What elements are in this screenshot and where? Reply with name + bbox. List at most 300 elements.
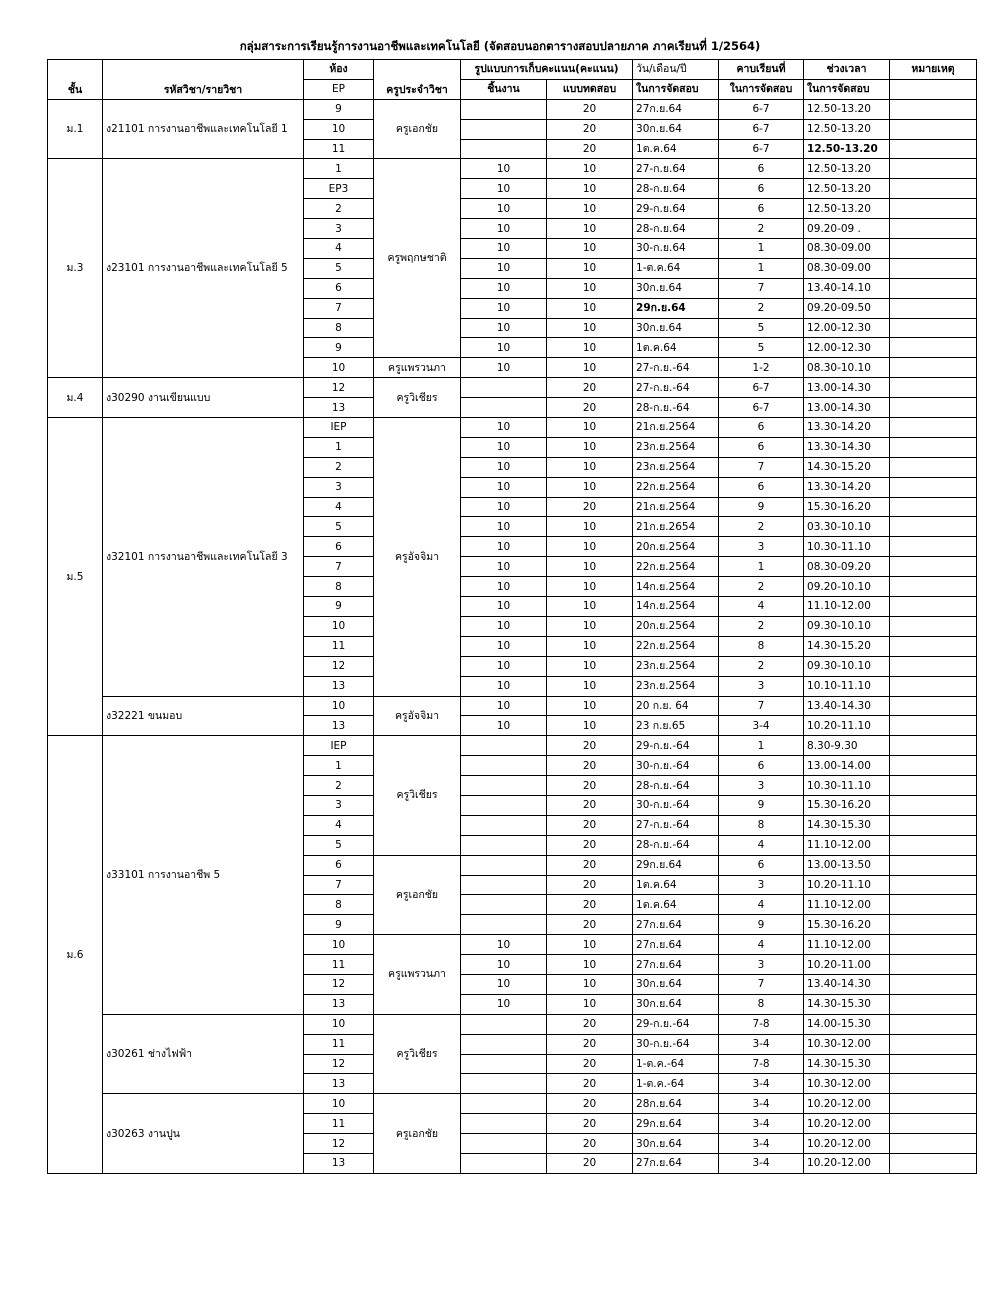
subject-cell: ง30261 ช่างไฟฟ้า xyxy=(103,1014,304,1094)
subject-cell: ง33101 การงานอาชีพ 5 xyxy=(103,736,304,1014)
score-work-cell xyxy=(461,1034,547,1054)
date-cell: 22ก.ย.2564 xyxy=(633,557,719,577)
table-row xyxy=(48,99,977,119)
date-cell: 21ก.ย.2564 xyxy=(633,418,719,438)
date-cell: 27-ก.ย.-64 xyxy=(633,815,719,835)
score-test-cell: 20 xyxy=(547,119,633,139)
time-cell: 14.30-15.20 xyxy=(804,636,890,656)
date-cell: 22ก.ย.2564 xyxy=(633,636,719,656)
remark-cell xyxy=(890,656,977,676)
period-cell: 1-2 xyxy=(719,358,804,378)
date-cell: 1-ต.ค.-64 xyxy=(633,1054,719,1074)
room-cell: 9 xyxy=(304,915,374,935)
score-work-cell xyxy=(461,99,547,119)
score-test-cell: 10 xyxy=(547,636,633,656)
time-cell: 08.30-09.00 xyxy=(804,258,890,278)
room-cell: 6 xyxy=(304,278,374,298)
remark-cell xyxy=(890,994,977,1014)
time-cell: 11.10-12.00 xyxy=(804,835,890,855)
time-cell: 13.40-14.30 xyxy=(804,696,890,716)
teacher-cell: ครูเอกชัย xyxy=(374,99,461,159)
score-work-cell xyxy=(461,139,547,159)
score-test-cell: 10 xyxy=(547,517,633,537)
score-work-cell xyxy=(461,776,547,796)
schedule-body xyxy=(48,99,977,1173)
score-test-cell: 10 xyxy=(547,457,633,477)
remark-cell xyxy=(890,258,977,278)
room-cell: 9 xyxy=(304,99,374,119)
period-cell: 3-4 xyxy=(719,1134,804,1154)
score-work-cell xyxy=(461,895,547,915)
score-work-cell: 10 xyxy=(461,597,547,617)
score-work-cell xyxy=(461,1014,547,1034)
time-cell: 11.10-12.00 xyxy=(804,895,890,915)
date-cell: 1ต.ค.64 xyxy=(633,875,719,895)
period-cell: 6 xyxy=(719,418,804,438)
table-row xyxy=(48,696,977,716)
header-score-work: ชิ้นงาน xyxy=(461,79,547,99)
score-test-cell: 10 xyxy=(547,935,633,955)
period-cell: 3-4 xyxy=(719,1153,804,1173)
score-test-cell: 20 xyxy=(547,756,633,776)
time-cell: 08.30-10.10 xyxy=(804,358,890,378)
date-cell: 14ก.ย.2564 xyxy=(633,577,719,597)
score-work-cell xyxy=(461,398,547,418)
time-cell: 13.30-14.30 xyxy=(804,437,890,457)
header-date: วัน/เดือน/ปี xyxy=(633,60,719,80)
time-cell: 14.00-15.30 xyxy=(804,1014,890,1034)
remark-cell xyxy=(890,676,977,696)
score-work-cell: 10 xyxy=(461,159,547,179)
time-cell: 03.30-10.10 xyxy=(804,517,890,537)
table-row xyxy=(48,159,977,179)
remark-cell xyxy=(890,895,977,915)
date-cell: 20ก.ย.2564 xyxy=(633,616,719,636)
score-test-cell: 10 xyxy=(547,358,633,378)
room-cell: IEP xyxy=(304,418,374,438)
remark-cell xyxy=(890,597,977,617)
remark-cell xyxy=(890,99,977,119)
score-work-cell: 10 xyxy=(461,418,547,438)
room-cell: 6 xyxy=(304,855,374,875)
room-cell: 10 xyxy=(304,935,374,955)
remark-cell xyxy=(890,875,977,895)
score-test-cell: 20 xyxy=(547,815,633,835)
time-cell: 13.40-14.30 xyxy=(804,974,890,994)
header-time-sub: ในการจัดสอบ xyxy=(804,79,890,99)
time-cell: 12.50-13.20 xyxy=(804,119,890,139)
time-cell: 10.30-11.10 xyxy=(804,537,890,557)
remark-cell xyxy=(890,776,977,796)
remark-cell xyxy=(890,278,977,298)
remark-cell xyxy=(890,716,977,736)
time-cell: 13.30-14.20 xyxy=(804,418,890,438)
room-cell: 12 xyxy=(304,1054,374,1074)
room-cell: 10 xyxy=(304,616,374,636)
header-remark: หมายเหตุ xyxy=(890,60,977,80)
period-cell: 3 xyxy=(719,776,804,796)
period-cell: 6 xyxy=(719,477,804,497)
time-cell: 12.50-13.20 xyxy=(804,179,890,199)
period-cell: 4 xyxy=(719,895,804,915)
room-cell: 8 xyxy=(304,318,374,338)
period-cell: 6-7 xyxy=(719,398,804,418)
room-cell: 5 xyxy=(304,258,374,278)
score-work-cell: 10 xyxy=(461,278,547,298)
date-cell: 22ก.ย.2564 xyxy=(633,477,719,497)
score-work-cell: 10 xyxy=(461,318,547,338)
period-cell: 2 xyxy=(719,219,804,239)
time-cell: 12.50-13.20 xyxy=(804,199,890,219)
score-test-cell: 20 xyxy=(547,895,633,915)
period-cell: 4 xyxy=(719,835,804,855)
score-test-cell: 10 xyxy=(547,278,633,298)
table-row xyxy=(48,1094,977,1114)
room-cell: 13 xyxy=(304,676,374,696)
room-cell: 8 xyxy=(304,577,374,597)
score-work-cell xyxy=(461,1054,547,1074)
time-cell: 11.10-12.00 xyxy=(804,935,890,955)
score-test-cell: 10 xyxy=(547,219,633,239)
period-cell: 7-8 xyxy=(719,1054,804,1074)
period-cell: 3-4 xyxy=(719,1074,804,1094)
score-work-cell: 10 xyxy=(461,636,547,656)
remark-cell xyxy=(890,437,977,457)
time-cell: 09.20-10.10 xyxy=(804,577,890,597)
date-cell: 29-ก.ย.-64 xyxy=(633,1014,719,1034)
date-cell: 29-ก.ย.-64 xyxy=(633,736,719,756)
score-work-cell: 10 xyxy=(461,676,547,696)
table-row xyxy=(48,418,977,438)
score-test-cell: 10 xyxy=(547,338,633,358)
period-cell: 7 xyxy=(719,457,804,477)
score-work-cell: 10 xyxy=(461,696,547,716)
period-cell: 7-8 xyxy=(719,1014,804,1034)
score-work-cell: 10 xyxy=(461,457,547,477)
room-cell: 11 xyxy=(304,139,374,159)
remark-cell xyxy=(890,298,977,318)
score-test-cell: 20 xyxy=(547,835,633,855)
score-work-cell xyxy=(461,795,547,815)
score-test-cell: 10 xyxy=(547,159,633,179)
date-cell: 29ก.ย.64 xyxy=(633,1114,719,1134)
room-cell: 12 xyxy=(304,656,374,676)
date-cell: 27ก.ย.64 xyxy=(633,915,719,935)
score-test-cell: 10 xyxy=(547,955,633,975)
grade-cell: ม.6 xyxy=(48,736,103,1174)
remark-cell xyxy=(890,795,977,815)
remark-cell xyxy=(890,1134,977,1154)
score-test-cell: 20 xyxy=(547,1114,633,1134)
date-cell: 14ก.ย.2564 xyxy=(633,597,719,617)
room-cell: 12 xyxy=(304,378,374,398)
date-cell: 30ก.ย.64 xyxy=(633,974,719,994)
room-cell: 6 xyxy=(304,537,374,557)
score-work-cell: 10 xyxy=(461,577,547,597)
score-test-cell: 10 xyxy=(547,656,633,676)
remark-cell xyxy=(890,915,977,935)
remark-cell xyxy=(890,974,977,994)
score-test-cell: 20 xyxy=(547,1054,633,1074)
remark-cell xyxy=(890,119,977,139)
date-cell: 30-ก.ย.64 xyxy=(633,239,719,259)
score-work-cell: 10 xyxy=(461,239,547,259)
date-cell: 1ต.ค.64 xyxy=(633,139,719,159)
date-cell: 1-ต.ค.-64 xyxy=(633,1074,719,1094)
remark-cell xyxy=(890,1114,977,1134)
period-cell: 9 xyxy=(719,795,804,815)
time-cell: 15.30-16.20 xyxy=(804,497,890,517)
remark-cell xyxy=(890,537,977,557)
score-test-cell: 20 xyxy=(547,1094,633,1114)
table-row xyxy=(48,378,977,398)
remark-cell xyxy=(890,557,977,577)
score-work-cell: 10 xyxy=(461,994,547,1014)
date-cell: 1ต.ค.64 xyxy=(633,338,719,358)
score-work-cell: 10 xyxy=(461,179,547,199)
score-work-cell: 10 xyxy=(461,716,547,736)
score-test-cell: 20 xyxy=(547,1074,633,1094)
score-test-cell: 10 xyxy=(547,676,633,696)
date-cell: 27ก.ย.64 xyxy=(633,1153,719,1173)
score-work-cell xyxy=(461,378,547,398)
score-test-cell: 20 xyxy=(547,1153,633,1173)
score-test-cell: 20 xyxy=(547,398,633,418)
teacher-cell: ครูแพรวนภา xyxy=(374,358,461,378)
score-work-cell: 10 xyxy=(461,258,547,278)
subject-cell: ง32101 การงานอาชีพและเทคโนโลยี 3 xyxy=(103,418,304,696)
score-work-cell: 10 xyxy=(461,199,547,219)
date-cell: 28-ก.ย.-64 xyxy=(633,776,719,796)
room-cell: 4 xyxy=(304,815,374,835)
remark-cell xyxy=(890,955,977,975)
period-cell: 8 xyxy=(719,636,804,656)
remark-cell xyxy=(890,338,977,358)
teacher-cell: ครูอัจจิมา xyxy=(374,418,461,696)
period-cell: 2 xyxy=(719,577,804,597)
room-cell: 5 xyxy=(304,517,374,537)
period-cell: 9 xyxy=(719,497,804,517)
room-cell: 12 xyxy=(304,1134,374,1154)
score-test-cell: 10 xyxy=(547,994,633,1014)
remark-cell xyxy=(890,159,977,179)
date-cell: 20ก.ย.2564 xyxy=(633,537,719,557)
score-work-cell: 10 xyxy=(461,935,547,955)
subject-cell: ง23101 การงานอาชีพและเทคโนโลยี 5 xyxy=(103,159,304,378)
remark-cell xyxy=(890,239,977,259)
date-cell: 30ก.ย.64 xyxy=(633,318,719,338)
room-cell: 11 xyxy=(304,636,374,656)
room-cell: 8 xyxy=(304,895,374,915)
time-cell: 14.30-15.30 xyxy=(804,815,890,835)
teacher-cell: ครูเอกชัย xyxy=(374,855,461,935)
room-cell: IEP xyxy=(304,736,374,756)
time-cell: 10.20-11.10 xyxy=(804,875,890,895)
score-work-cell xyxy=(461,855,547,875)
time-cell: 13.00-13.50 xyxy=(804,855,890,875)
room-cell: 11 xyxy=(304,955,374,975)
date-cell: 30-ก.ย.-64 xyxy=(633,756,719,776)
time-cell: 10.30-12.00 xyxy=(804,1074,890,1094)
period-cell: 3 xyxy=(719,955,804,975)
time-cell: 09.20-09 . xyxy=(804,219,890,239)
score-work-cell xyxy=(461,1114,547,1134)
score-test-cell: 10 xyxy=(547,179,633,199)
room-cell: 5 xyxy=(304,835,374,855)
room-cell: 2 xyxy=(304,199,374,219)
remark-cell xyxy=(890,616,977,636)
time-cell: 10.10-11.10 xyxy=(804,676,890,696)
time-cell: 11.10-12.00 xyxy=(804,597,890,617)
table-row xyxy=(48,1014,977,1034)
date-cell: 27-ก.ย.-64 xyxy=(633,378,719,398)
date-cell: 23ก.ย.2564 xyxy=(633,676,719,696)
room-cell: 13 xyxy=(304,994,374,1014)
room-cell: 13 xyxy=(304,1153,374,1173)
room-cell: 7 xyxy=(304,557,374,577)
date-cell: 28-ก.ย.-64 xyxy=(633,835,719,855)
remark-cell xyxy=(890,736,977,756)
room-cell: 2 xyxy=(304,457,374,477)
score-work-cell xyxy=(461,1153,547,1173)
period-cell: 2 xyxy=(719,298,804,318)
period-cell: 3-4 xyxy=(719,1034,804,1054)
date-cell: 23ก.ย.2564 xyxy=(633,656,719,676)
date-cell: 27ก.ย.64 xyxy=(633,935,719,955)
room-cell: 3 xyxy=(304,795,374,815)
room-cell: 13 xyxy=(304,398,374,418)
score-test-cell: 10 xyxy=(547,477,633,497)
grade-cell: ม.1 xyxy=(48,99,103,159)
room-cell: 10 xyxy=(304,119,374,139)
score-work-cell xyxy=(461,815,547,835)
time-cell: 10.20-12.00 xyxy=(804,1094,890,1114)
period-cell: 6 xyxy=(719,756,804,776)
remark-cell xyxy=(890,636,977,656)
remark-cell xyxy=(890,696,977,716)
score-work-cell: 10 xyxy=(461,517,547,537)
room-cell: 11 xyxy=(304,1034,374,1054)
header-score-group: รูปแบบการเก็บคะแนน(คะแนน) xyxy=(461,60,633,80)
period-cell: 1 xyxy=(719,258,804,278)
date-cell: 27-ก.ย.64 xyxy=(633,159,719,179)
time-cell: 09.30-10.10 xyxy=(804,656,890,676)
remark-cell xyxy=(890,835,977,855)
grade-cell: ม.4 xyxy=(48,378,103,418)
time-cell: 10.20-12.00 xyxy=(804,1114,890,1134)
date-cell: 29ก.ย.64 xyxy=(633,855,719,875)
score-test-cell: 10 xyxy=(547,318,633,338)
period-cell: 9 xyxy=(719,915,804,935)
remark-cell xyxy=(890,756,977,776)
score-test-cell: 10 xyxy=(547,199,633,219)
date-cell: 30ก.ย.64 xyxy=(633,278,719,298)
room-cell: 11 xyxy=(304,1114,374,1134)
time-cell: 10.20-11.10 xyxy=(804,716,890,736)
score-test-cell: 10 xyxy=(547,298,633,318)
date-cell: 27ก.ย.64 xyxy=(633,99,719,119)
subject-cell: ง30290 งานเขียนแบบ xyxy=(103,378,304,418)
period-cell: 7 xyxy=(719,278,804,298)
header-teacher: ครูประจำวิชา xyxy=(374,60,461,100)
date-cell: 1ต.ค.64 xyxy=(633,895,719,915)
score-test-cell: 10 xyxy=(547,437,633,457)
score-test-cell: 10 xyxy=(547,258,633,278)
room-cell: 3 xyxy=(304,477,374,497)
period-cell: 6-7 xyxy=(719,139,804,159)
teacher-cell: ครูอัจจิมา xyxy=(374,696,461,736)
time-cell: 14.30-15.20 xyxy=(804,457,890,477)
room-cell: 2 xyxy=(304,776,374,796)
header-subject: รหัสวิชา/รายวิชา xyxy=(103,60,304,100)
score-test-cell: 20 xyxy=(547,1134,633,1154)
room-cell: 4 xyxy=(304,497,374,517)
teacher-cell: ครูวิเชียร xyxy=(374,1014,461,1094)
time-cell: 10.30-12.00 xyxy=(804,1034,890,1054)
room-cell: 12 xyxy=(304,974,374,994)
score-test-cell: 20 xyxy=(547,497,633,517)
time-cell: 15.30-16.20 xyxy=(804,915,890,935)
score-test-cell: 10 xyxy=(547,616,633,636)
subject-cell: ง32221 ขนมอบ xyxy=(103,696,304,736)
score-work-cell xyxy=(461,756,547,776)
header-score-test: แบบทดสอบ xyxy=(547,79,633,99)
score-test-cell: 10 xyxy=(547,418,633,438)
grade-cell: ม.3 xyxy=(48,159,103,378)
score-work-cell: 10 xyxy=(461,298,547,318)
period-cell: 4 xyxy=(719,935,804,955)
time-cell: 13.30-14.20 xyxy=(804,477,890,497)
date-cell: 1-ต.ค.64 xyxy=(633,258,719,278)
date-cell: 30ก.ย.64 xyxy=(633,994,719,1014)
time-cell: 10.20-12.00 xyxy=(804,1134,890,1154)
date-cell: 29-ก.ย.64 xyxy=(633,199,719,219)
teacher-cell: ครูพฤกษชาติ xyxy=(374,159,461,358)
room-cell: 1 xyxy=(304,437,374,457)
date-cell: 30ก.ย.64 xyxy=(633,119,719,139)
subject-cell: ง30263 งานปูน xyxy=(103,1094,304,1174)
remark-cell xyxy=(890,179,977,199)
score-test-cell: 10 xyxy=(547,597,633,617)
score-test-cell: 20 xyxy=(547,795,633,815)
period-cell: 6 xyxy=(719,179,804,199)
remark-cell xyxy=(890,935,977,955)
score-test-cell: 20 xyxy=(547,139,633,159)
time-cell: 12.00-12.30 xyxy=(804,318,890,338)
remark-cell xyxy=(890,577,977,597)
score-work-cell: 10 xyxy=(461,557,547,577)
score-work-cell: 10 xyxy=(461,616,547,636)
score-work-cell xyxy=(461,915,547,935)
date-cell: 30-ก.ย.-64 xyxy=(633,795,719,815)
date-cell: 28-ก.ย.-64 xyxy=(633,398,719,418)
header-period: คาบเรียนที่ xyxy=(719,60,804,80)
room-cell: 9 xyxy=(304,338,374,358)
date-cell: 28-ก.ย.64 xyxy=(633,179,719,199)
date-cell: 28ก.ย.64 xyxy=(633,1094,719,1114)
score-test-cell: 10 xyxy=(547,716,633,736)
room-cell: 10 xyxy=(304,1014,374,1034)
score-work-cell: 10 xyxy=(461,537,547,557)
time-cell: 13.40-14.10 xyxy=(804,278,890,298)
remark-cell xyxy=(890,398,977,418)
room-cell: 13 xyxy=(304,716,374,736)
period-cell: 3 xyxy=(719,875,804,895)
header-time: ช่วงเวลา xyxy=(804,60,890,80)
exam-schedule-table xyxy=(47,59,977,1174)
date-cell: 21ก.ย.2564 xyxy=(633,497,719,517)
time-cell: 13.00-14.00 xyxy=(804,756,890,776)
